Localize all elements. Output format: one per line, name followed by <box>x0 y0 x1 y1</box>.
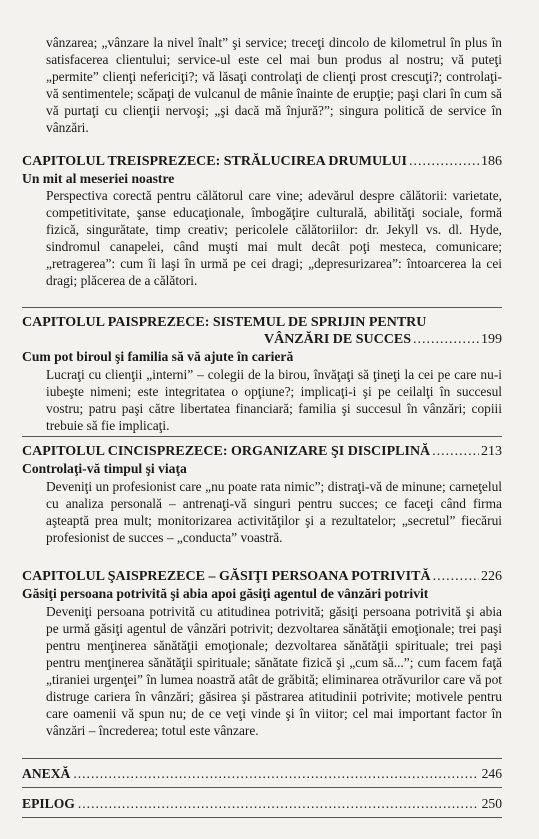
chapter-15-summary: Deveniţi un profesionist care „nu poate rata nimic”; distraţi-vă de minune; carneţelul cu analiza personală – antrenaţi-vă singuri pentru succes; ce faceţi când firma aşteaptă prea mult; monitorizarea activităţilor şi a rezultatelor; „secretul” fiecărui profesionist de succes – „conducta” voastră. <box>46 479 502 545</box>
leader-dots <box>413 331 479 348</box>
section-divider <box>22 758 502 759</box>
chapter-14-title-line1: CAPITOLUL PAISPREZECE: SISTEMUL DE SPRIJIN PENTRU <box>22 315 427 330</box>
leader-dots <box>78 795 479 812</box>
leader-dots <box>433 568 479 585</box>
chapter-16-summary: Deveniţi persoana potrivită cu atitudinea potrivită; găsiţi persoana potrivită şi abia pe urmă găsiţi agentul de vânzări potrivit; dezvoltarea sănătăţii emoţionale; trei paşi pentru menţinerea sănătăţii emoţionale; dezvoltarea sănătăţii spirituale; trei paşi pentru menţinerea sănătăţii spirituale; sănătate fizică şi „cum să...”; cum facem faţă „tiraniei urgenţei” în lumea noastră atât de grăbită; eliminarea otrăvurilor care vă pot distruge cariera în vânzări; găsirea şi păstrarea atitudinii potrivite; motivele pentru care oamenii vă spun nu; de ce veţi vinde şi în viitor; cel mai important factor în vânzări – încrederea; totul este vânzare. <box>46 604 502 738</box>
chapter-14-heading <box>22 314 502 348</box>
chapter-16-subtitle: Găsiţi persoana potrivită şi abia apoi găsiţi agentul de vânzări potrivit <box>22 586 429 601</box>
chapter-16-heading <box>22 568 502 585</box>
appendix-page: 246 <box>481 766 502 781</box>
epilogue-entry <box>22 795 502 812</box>
chapter-14-summary: Lucraţi cu clienţii „interni” – colegii de la birou, învăţaţi să ţineţi la cei pe care nu-i iubeşte nimeni; este integritatea o opţiune?; implicaţi-i şi pe ceilalţi în succesul vostru; patru paşi către libertatea financiară; familia şi succesul în vânzări; copiii trebuie să fie implicaţi. <box>46 367 502 433</box>
chapter-15-page: 213 <box>481 444 502 459</box>
chapter-13-subtitle: Un mit al meseriei noastre <box>22 171 175 186</box>
chapter-15-title: CAPITOLUL CINCISPREZECE: ORGANIZARE ŞI DISCIPLINĂ <box>22 444 431 459</box>
chapter-14-subtitle: Cum pot biroul şi familia să vă ajute în carieră <box>22 349 294 364</box>
epilogue-title: EPILOG <box>22 796 75 811</box>
leader-dots <box>409 153 479 170</box>
section-divider <box>22 787 502 788</box>
leader-dots <box>432 443 479 460</box>
chapter-13-summary: Perspectiva corectă pentru călătorul care vine; adevărul despre călătorii: varietate, competitivitate, şanse educaţionale, îmbogăţire culturală, abilităţi sociale, formă fizică, singurătate, timp creativ; pericolele călătoriilor: dr. Jekyll vs. dl. Hyde, sindromul canapelei, când muşti mai mult decât poţi mesteca, comunicare; „retragerea”: cum îi laşi în urmă pe cei dragi; „depresurizarea”: întoarcerea la cei dragi; plăcerea de a călători. <box>46 188 502 288</box>
section-divider <box>22 436 502 437</box>
chapter-16-page: 226 <box>481 569 502 584</box>
appendix-entry <box>22 765 502 782</box>
section-divider <box>22 307 502 308</box>
chapter-14-title-line2: VÂNZĂRI DE SUCCES <box>263 332 411 347</box>
chapter-15-subtitle: Controlaţi-vă timpul şi viaţa <box>22 461 187 476</box>
intro-paragraph: vânzarea; „vânzare la nivel înalt” şi service; treceţi dincolo de kilometrul în plus în satisfacerea clientului; service-ul este cel mai bun produs al nostru; vă puteţi „permite” clienţi nefericiţi?; vă lăsaţi controlaţi de clienţi prost crescuţi?; controlaţi-vă sentimentele; scăpaţi de vulcanul de mânie înainte de erupţie; paşi clari în cum să vă purtaţi cu clienţii nervoşi; „şi dacă mă înjură?”; singura politică de service în vânzări. <box>46 35 502 135</box>
chapter-15-heading <box>22 443 502 460</box>
leader-dots <box>73 765 478 782</box>
chapter-13-page: 186 <box>481 154 502 169</box>
appendix-title: ANEXĂ <box>22 766 71 781</box>
chapter-13-title: CAPITOLUL TREISPREZECE: STRĂLUCIREA DRUMULUI <box>22 154 407 169</box>
chapter-13-heading <box>22 153 502 170</box>
epilogue-page: 250 <box>481 796 502 811</box>
section-divider <box>22 817 502 818</box>
chapter-16-title: CAPITOLUL ŞAISPREZECE – GĂSIŢI PERSOANA POTRIVITĂ <box>22 569 431 584</box>
chapter-14-page: 199 <box>481 332 502 347</box>
